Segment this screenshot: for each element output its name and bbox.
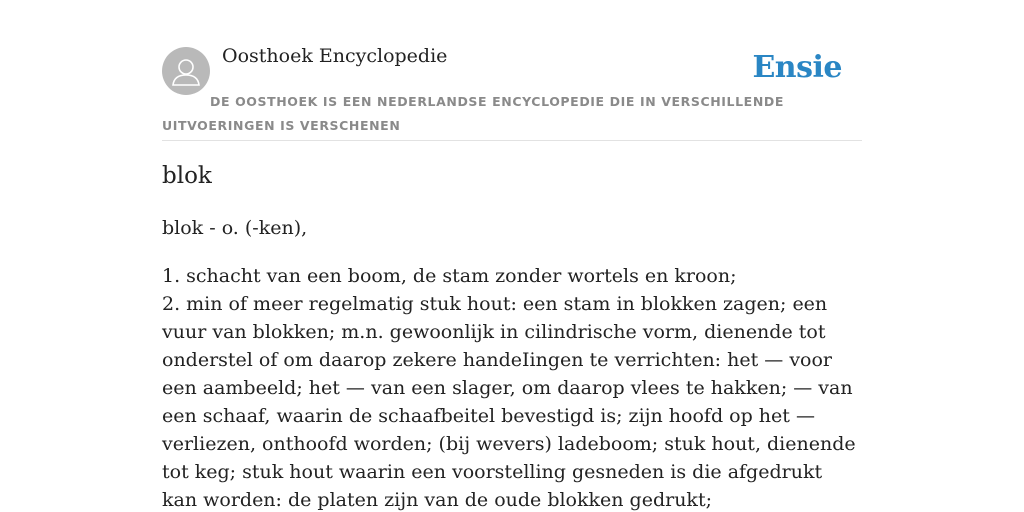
- source-name[interactable]: Oosthoek Encyclopedie: [222, 45, 448, 67]
- definition-item: 1. schacht van een boom, de stam zonder wortels en kroon;: [162, 265, 737, 287]
- definition-item: 2. min of meer regelmatig stuk hout: een stam in blokken zagen; een vuur van blokken; m.n. gewoonlijk in cilindrische vorm, dienende tot onderstel of om daarop zekere handeIingen te verrichten: het — voor een aambeeld; het — van een slager, om daarop vlees te hakken; — van een schaaf, waarin de schaafbeitel bevestigd is; zijn hoofd op het — verliezen, onthoofd worden; (bij wevers) ladeboom; stuk hout, dienende tot keg; stuk hout waarin een voorstelling gesneden is die afgedrukt kan worden: de platen zijn van de oude blokken gedrukt;: [162, 293, 856, 511]
- ensie-logo[interactable]: Ensie: [752, 50, 842, 85]
- entry-headword: blok - o. (-ken),: [162, 217, 308, 239]
- user-avatar-icon[interactable]: [162, 47, 210, 95]
- content-container: [162, 0, 862, 511]
- page-title: blok: [162, 163, 212, 189]
- header: [162, 0, 862, 141]
- source-description: DE OOSTHOEK IS EEN NEDERLANDSE ENCYCLOPEDIE DIE IN VERSCHILLENDE UITVOERINGEN IS VERSCHENEN: [162, 94, 784, 133]
- definitions: [162, 262, 862, 512]
